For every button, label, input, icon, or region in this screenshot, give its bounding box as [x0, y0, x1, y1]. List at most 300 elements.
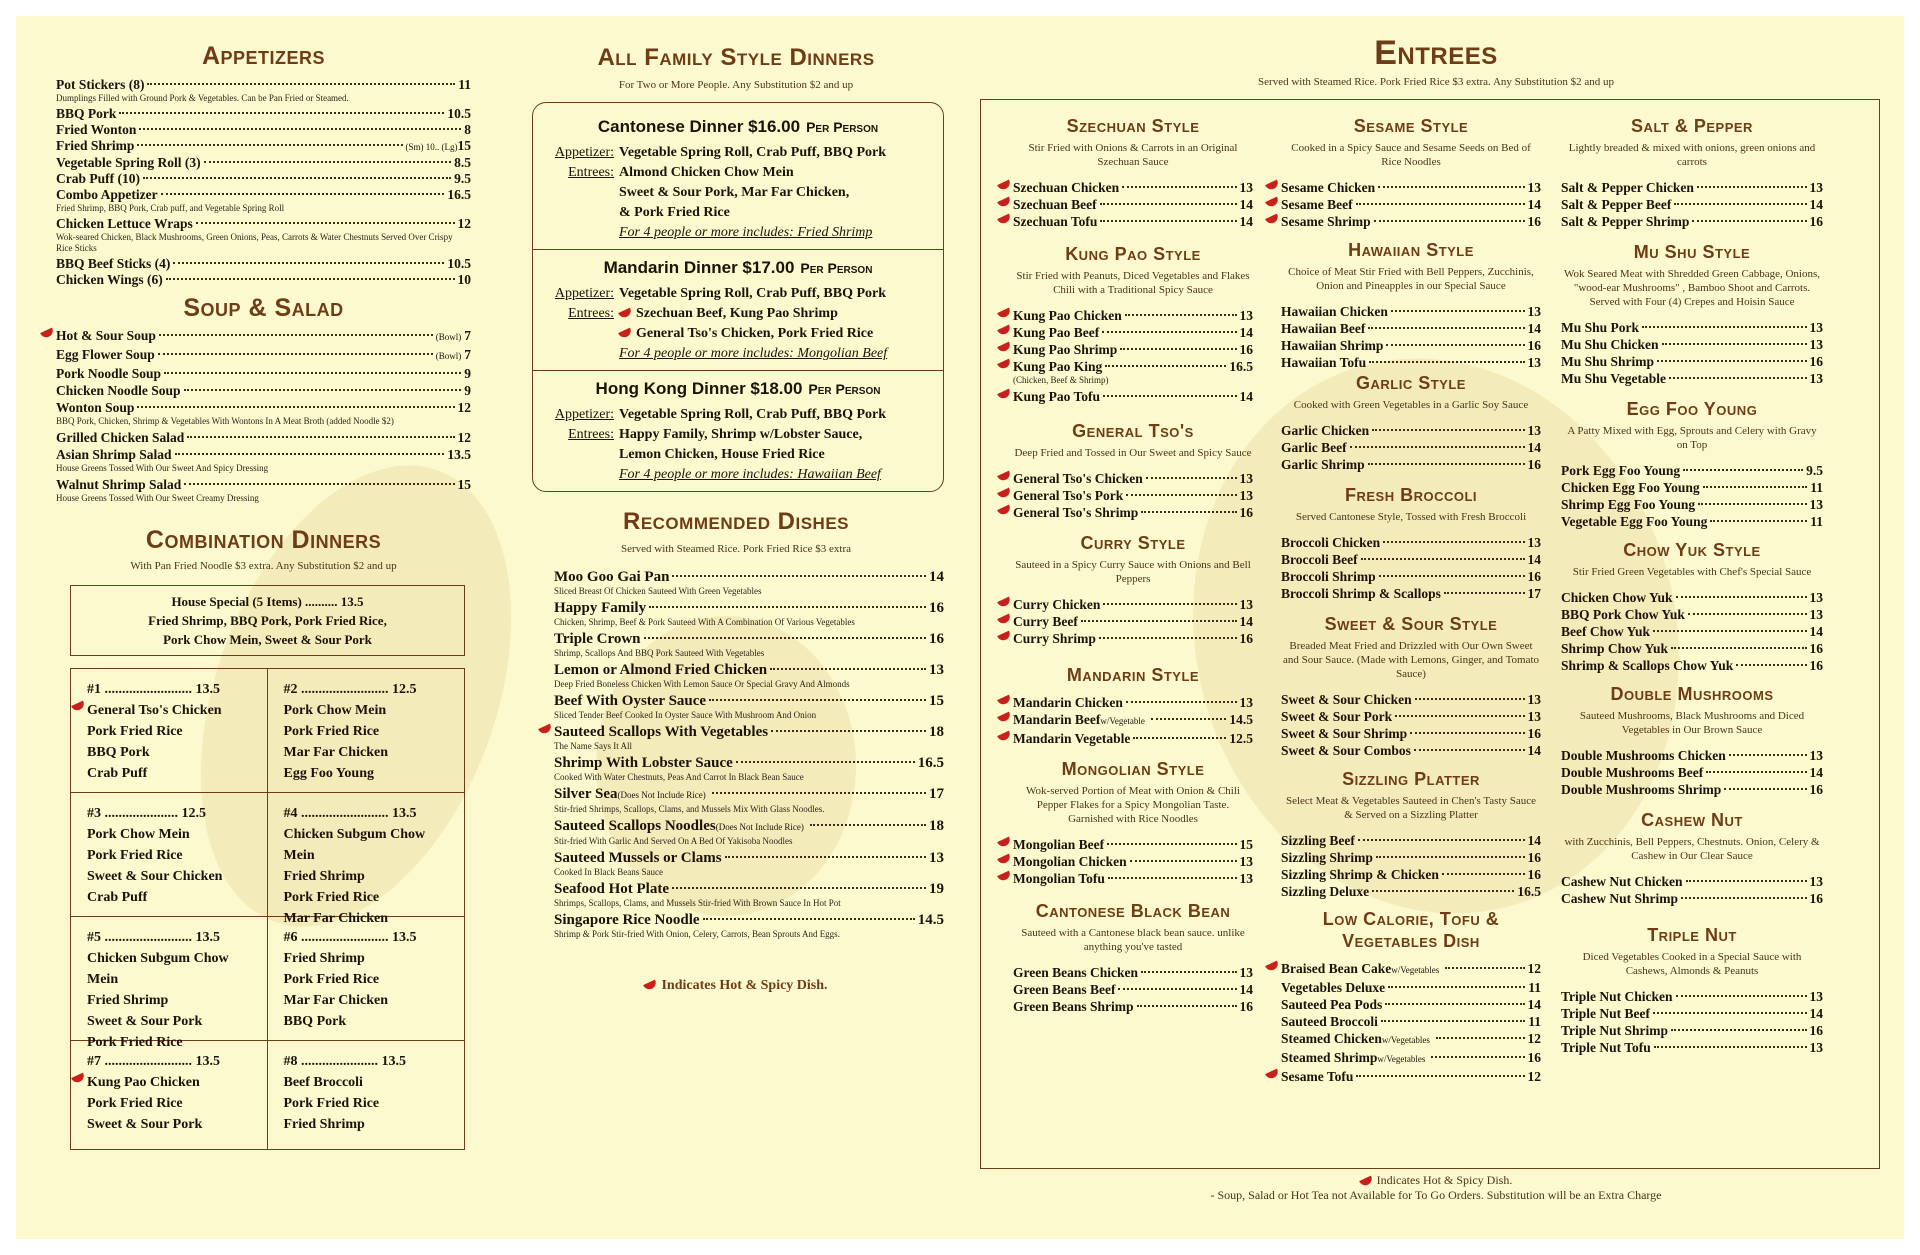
menu-item-row: [1561, 764, 1823, 781]
item-name: Hot & Sour Soup: [56, 328, 156, 343]
dot-leader: [1356, 203, 1525, 205]
item-name: Szechuan Chicken: [1013, 180, 1120, 195]
house-special-line: Fried Shrimp, BBQ Pork, Pork Fried Rice,: [148, 613, 387, 628]
item-price: 13: [1809, 371, 1823, 386]
menu-item-row: [56, 122, 471, 138]
item-name: Lemon or Almond Fried Chicken: [554, 662, 768, 678]
entree-style-title: Egg Foo Young: [1626, 399, 1758, 419]
item-price: 16: [1239, 999, 1253, 1014]
combo-dish: Pork Fried Rice: [283, 724, 380, 739]
entree-style-section: [1281, 769, 1541, 900]
item-price: 16.5: [917, 755, 944, 771]
dinner-entree-line: [543, 445, 933, 465]
menu-item-row: [1013, 213, 1253, 230]
item-name: Hawaiian Chicken: [1281, 304, 1388, 319]
soup-title: Soup & Salad: [183, 294, 344, 322]
menu-item-row: [56, 155, 471, 171]
entree-style-title: Sesame Style: [1353, 116, 1469, 136]
dot-leader: [119, 112, 444, 114]
item-description: Sliced Breast Of Chicken Sauteed With Green Vegetables: [554, 586, 762, 596]
item-price: 11: [1810, 514, 1823, 529]
menu-item-row: [1013, 694, 1253, 711]
dot-leader: [1703, 486, 1808, 488]
item-price: 15: [457, 138, 471, 153]
dot-leader: [1676, 596, 1807, 598]
item-name: Green Beans Chicken: [1013, 965, 1139, 980]
combo-number-price: #1 ......................... 13.5: [87, 682, 220, 697]
entree-style-description: Sauteed Mushrooms, Black Mushrooms and Diced Vegetables in Our Brown Sauce: [1579, 710, 1805, 736]
entree-style-title: Kung Pao Style: [1065, 244, 1201, 264]
dot-leader: [1395, 715, 1524, 717]
dot-leader: [810, 824, 926, 826]
item-price: 13: [929, 850, 944, 866]
family-dinner: [533, 103, 943, 250]
item-name: Beef Chow Yuk: [1561, 624, 1651, 639]
menu-item-row: [1013, 388, 1253, 405]
menu-item-row: [1013, 730, 1253, 747]
item-price: 8.5: [454, 155, 471, 170]
menu-item-row: [56, 429, 471, 446]
item-name: BBQ Beef Sticks (4): [56, 256, 171, 271]
dot-leader: [709, 699, 926, 701]
entree-style-section: [1561, 242, 1823, 387]
dot-leader: [1436, 1037, 1525, 1039]
combo-dish: BBQ Pork: [87, 745, 150, 760]
menu-item-row: [1013, 981, 1253, 998]
menu-item-row: [1561, 1039, 1823, 1056]
combo-dish: Chicken Subgum Chow Mein: [87, 951, 229, 987]
item-size-note: w/Vegetables: [1391, 965, 1440, 975]
item-name: Curry Beef: [1013, 614, 1078, 629]
menu-item-row: [1561, 179, 1823, 196]
item-name: Triple Crown: [554, 631, 641, 647]
item-name: Mongolian Beef: [1013, 837, 1105, 852]
dot-leader: [1372, 429, 1524, 431]
dot-leader: [1356, 1075, 1524, 1077]
item-price: 16: [1527, 214, 1541, 229]
dinner-appetizer-line: [543, 143, 933, 163]
dot-leader: [1385, 1003, 1524, 1005]
chili-icon: [997, 325, 1012, 337]
dot-leader: [1386, 344, 1524, 346]
appetizers-title: Appetizers: [201, 42, 326, 70]
item-price: 13: [1527, 535, 1541, 550]
entree-style-section: [1013, 533, 1253, 647]
dot-leader: [147, 83, 455, 85]
dot-leader: [1374, 220, 1525, 222]
dot-leader: [1350, 446, 1525, 448]
dot-leader: [159, 334, 433, 336]
menu-item-row: [56, 446, 471, 463]
chili-icon: [997, 614, 1012, 626]
combo-dish: Mar Far Chicken: [283, 745, 388, 760]
chili-icon: [644, 980, 659, 992]
item-price: 16: [1239, 342, 1253, 357]
dot-leader: [644, 637, 926, 639]
item-name: Walnut Shrimp Salad: [56, 477, 182, 492]
entrees-section: [986, 16, 1886, 1203]
item-price: 8: [464, 122, 471, 137]
dinner-entree-items: General Tso's Chicken, Pork Fried Rice: [636, 326, 874, 341]
entrees-note: - Soup, Salad or Hot Tea not Available for To Go Orders. Substitution will be an Extra Charge: [1210, 1188, 1662, 1202]
dot-leader: [1729, 754, 1807, 756]
item-price: 13: [1239, 597, 1253, 612]
chili-icon: [997, 695, 1012, 707]
item-price: 16: [1809, 214, 1823, 229]
entree-style-title: Mongolian Style: [1061, 759, 1205, 779]
dot-leader: [1724, 788, 1806, 790]
item-price: 14.5: [1229, 712, 1253, 727]
item-name: Garlic Beef: [1281, 440, 1347, 455]
entree-style-description: A Patty Mixed with Egg, Sprouts and Celery with Gravy on Top: [1567, 425, 1817, 451]
combo-dish: Fried Shrimp: [283, 1117, 365, 1132]
item-name: Broccoli Chicken: [1281, 535, 1381, 550]
item-size-note: (Bowl): [435, 332, 462, 342]
combo-dish: Pork Fried Rice: [87, 724, 183, 739]
dot-leader: [1410, 732, 1524, 734]
combo-dish: Sweet & Sour Pork: [87, 1014, 203, 1029]
dot-leader: [166, 278, 455, 280]
dot-leader: [1118, 988, 1236, 990]
dot-leader: [1671, 647, 1806, 649]
dot-leader: [1108, 877, 1237, 879]
menu-item-row: [1281, 883, 1541, 900]
item-name: Chicken Noodle Soup: [56, 383, 181, 398]
dot-leader: [1445, 967, 1524, 969]
dot-leader: [1674, 203, 1806, 205]
item-name: Triple Nut Tofu: [1561, 1040, 1651, 1055]
menu-item-row: [1281, 213, 1541, 230]
menu-item-row: [1281, 179, 1541, 196]
item-price: 9: [464, 383, 471, 398]
entree-style-section: [1561, 684, 1823, 798]
chili-icon: [997, 180, 1012, 192]
item-name: Sizzling Beef: [1281, 833, 1355, 848]
item-price: 14: [1809, 765, 1823, 780]
menu-item-row: [1561, 353, 1823, 370]
dot-leader: [1126, 494, 1236, 496]
item-price: 14: [1527, 833, 1541, 848]
combo-number-price: #8 ...................... 13.5: [283, 1054, 406, 1069]
dinner-entree-line: [543, 324, 933, 344]
item-description: Shrimp, Scallops And BBQ Pork Sauteed With Vegetables: [554, 648, 765, 658]
item-price: 12: [1527, 1069, 1541, 1084]
recommended-list: [554, 568, 944, 940]
dot-leader: [1378, 186, 1524, 188]
combo-cell: [268, 669, 465, 793]
item-description: Cooked With Water Chestnuts, Peas And Carrot In Black Bean Sauce: [554, 772, 804, 782]
item-price: 13: [1239, 488, 1253, 503]
dinner-entree-text: [619, 163, 933, 183]
combo-dish: Sweet & Sour Pork: [87, 1117, 203, 1132]
entree-style-title: Mandarin Style: [1066, 665, 1200, 685]
dinner-label: [543, 223, 619, 243]
chili-icon: [997, 471, 1012, 483]
entrees-subtitle: Served with Steamed Rice. Pork Fried Rice $3 extra. Any Substitution $2 and up: [1258, 76, 1614, 88]
dot-leader: [1130, 860, 1237, 862]
menu-item-row: [1013, 613, 1253, 630]
menu-item-row: [1013, 358, 1253, 375]
item-name: Triple Nut Shrimp: [1561, 1023, 1669, 1038]
dinner-entree-text: [619, 445, 933, 465]
entree-style-description: Sauteed with a Cantonese black bean sauce. unlike anything you've tasted: [1021, 927, 1245, 953]
dinner-entree-line: [543, 183, 933, 203]
dinner-entree-text: [619, 203, 933, 223]
item-price: 13: [1239, 471, 1253, 486]
entree-style-title: Sizzling Platter: [1342, 769, 1480, 789]
item-description: Cooked In Black Beans Sauce: [554, 867, 663, 877]
menu-item-row: [56, 399, 471, 416]
entree-style-section: [1013, 665, 1253, 747]
chili-icon: [71, 701, 86, 713]
item-name: Salt & Pepper Shrimp: [1561, 214, 1690, 229]
item-price: 15: [457, 477, 471, 492]
item-name: Szechuan Tofu: [1013, 214, 1098, 229]
dinner-entree-items: Szechuan Beef, Kung Pao Shrimp: [636, 306, 838, 321]
chili-icon: [997, 597, 1012, 609]
item-price: 15: [1239, 837, 1253, 852]
dot-leader: [1105, 365, 1226, 367]
item-description: Stir-fried With Garlic And Served On A Bed Of Yakisoba Noodles: [554, 836, 793, 846]
item-size-note: (Does Not Include Rice): [715, 822, 804, 832]
item-name: Hawaiian Shrimp: [1281, 338, 1384, 353]
item-price: 16: [1527, 867, 1541, 882]
chili-icon: [1265, 197, 1280, 209]
item-price: 13: [1527, 180, 1541, 195]
item-price: 13: [1239, 965, 1253, 980]
item-name: Salt & Pepper Beef: [1561, 197, 1672, 212]
item-name: Fried Shrimp: [56, 138, 135, 153]
item-name: Sweet & Sour Combos: [1281, 743, 1411, 758]
menu-item-row: [1561, 319, 1823, 336]
menu-item-row: [1561, 873, 1823, 890]
dot-leader: [770, 668, 926, 670]
dinner-entree-items: Sweet & Sour Pork, Mar Far Chicken,: [619, 185, 850, 200]
menu-item-row: [554, 849, 944, 867]
menu-item-row: [1561, 462, 1823, 479]
chili-icon: [618, 328, 633, 340]
item-price: 16: [1239, 505, 1253, 520]
dot-leader: [1100, 220, 1236, 222]
dinner-more-line: [543, 223, 933, 243]
entree-style-section: [1013, 116, 1253, 230]
dinner-more-text: For 4 people or more includes: Hawaiian Beef: [619, 467, 881, 482]
item-price: 16: [929, 631, 944, 647]
dot-leader: [1415, 698, 1525, 700]
chili-icon: [997, 308, 1012, 320]
item-description: The Name Says It All: [554, 741, 632, 751]
menu-item-row: [1561, 496, 1823, 513]
item-description: Fried Shrimp, BBQ Pork, Crab puff, and Vegetable Spring Roll: [56, 203, 285, 213]
combo-dish: Kung Pao Chicken: [87, 1072, 261, 1093]
chili-icon: [997, 342, 1012, 354]
menu-item-row: [56, 77, 471, 93]
chili-icon: [997, 837, 1012, 849]
dot-leader: [184, 483, 454, 485]
item-name: Sizzling Shrimp & Chicken: [1281, 867, 1439, 882]
item-price: 14: [1527, 197, 1541, 212]
menu-item-row: [1281, 354, 1541, 371]
item-name: Grilled Chicken Salad: [56, 430, 185, 445]
dot-leader: [164, 372, 461, 374]
item-price: 13: [1809, 590, 1823, 605]
menu-item-row: [554, 754, 944, 772]
dinner-more-text: For 4 people or more includes: Mongolian Beef: [619, 346, 888, 361]
dot-leader: [175, 453, 445, 455]
item-price: 16: [1809, 641, 1823, 656]
menu-item-row: [1561, 747, 1823, 764]
menu-item-row: [1561, 336, 1823, 353]
item-name: Garlic Shrimp: [1281, 457, 1365, 472]
house-special-line: Pork Chow Mein, Sweet & Sour Pork: [163, 632, 372, 647]
family-title: All Family Style Dinners: [597, 44, 875, 71]
combo-dish: General Tso's Chicken: [87, 700, 261, 721]
item-price: 14: [1527, 440, 1541, 455]
combo-dish: Fried Shrimp: [87, 993, 169, 1008]
dinner-appetizer-line: [543, 405, 933, 425]
menu-item-row: [1281, 742, 1541, 759]
chili-icon: [997, 871, 1012, 883]
menu-item-row: [1013, 836, 1253, 853]
item-price: 14: [1527, 321, 1541, 336]
dot-leader: [187, 436, 454, 438]
family-dinner: [533, 250, 943, 371]
entree-style-description: Sauteed in a Spicy Curry Sauce with Onions and Bell Peppers: [1015, 559, 1251, 585]
chili-icon: [997, 359, 1012, 371]
item-price: 17: [929, 786, 944, 802]
menu-item-row: [1281, 456, 1541, 473]
menu-item-row: [1281, 1049, 1541, 1068]
entree-style-description: Deep Fried and Tossed in Our Sweet and Spicy Sauce: [1014, 447, 1252, 459]
item-name: Seafood Hot Plate: [554, 881, 669, 897]
combo-dish: Pork Chow Mein: [87, 827, 190, 842]
menu-item-row: [56, 365, 471, 382]
item-name: BBQ Pork Chow Yuk: [1561, 607, 1685, 622]
dot-leader: [672, 887, 926, 889]
item-description: Shrimp & Pork Stir-fried With Onion, Celery, Carrots, Bean Sprouts And Eggs.: [554, 929, 840, 939]
menu-item-row: [1561, 589, 1823, 606]
entrees-box: [980, 99, 1880, 1169]
dot-leader: [1706, 771, 1806, 773]
dot-leader: [158, 353, 433, 355]
combo-dish: Pork Fried Rice: [283, 890, 380, 905]
entree-style-section: [1281, 116, 1541, 230]
item-price: 16: [1239, 631, 1253, 646]
menu-item-row: [1013, 470, 1253, 487]
family-subtitle: For Two or More People. Any Substitution $2 and up: [618, 79, 854, 91]
item-name: Sweet & Sour Chicken: [1281, 692, 1412, 707]
entree-style-title: Double Mushrooms: [1610, 684, 1774, 704]
item-name: Sauteed Broccoli: [1281, 1014, 1378, 1029]
item-name: Sauteed Scallops Noodles: [554, 818, 716, 834]
menu-item-row: [1281, 832, 1541, 849]
dot-leader: [1642, 326, 1806, 328]
dinner-appetizer-text: Vegetable Spring Roll, Crab Puff, BBQ Pork: [619, 407, 887, 422]
menu-item-row: [1281, 585, 1541, 602]
entree-style-description: Diced Vegetables Cooked in a Special Sauce with Cashews, Almonds & Peanuts: [1582, 951, 1802, 977]
hot-legend: [516, 978, 956, 994]
entree-style-section: [1561, 925, 1823, 1056]
menu-page: [16, 16, 1904, 1239]
item-size-note: w/Vegetables: [1377, 1054, 1426, 1064]
item-name: Green Beans Shrimp: [1013, 999, 1134, 1014]
combo-number-price: #4 ......................... 13.5: [283, 806, 417, 821]
item-name: Fried Wonton: [56, 122, 137, 137]
dinner-label: [543, 344, 619, 364]
dot-leader: [1388, 986, 1525, 988]
menu-item-row: [1281, 534, 1541, 551]
family-dinner: [533, 371, 943, 491]
entree-style-description: Select Meat & Vegetables Sauteed in Chen's Tasty Sauce & Served on a Sizzling Platter: [1285, 795, 1537, 821]
item-name: Sauteed Mussels or Clams: [554, 850, 722, 866]
item-name: Egg Flower Soup: [56, 347, 155, 362]
dinner-entree-items: Almond Chicken Chow Mein: [619, 165, 794, 180]
dot-leader: [1100, 203, 1237, 205]
item-price: 14: [1239, 325, 1253, 340]
dinner-name-price: Hong Kong Dinner $18.00: [595, 379, 803, 398]
dinner-label: Entrees:: [568, 165, 614, 180]
menu-item-row: [554, 785, 944, 804]
item-name: Pork Noodle Soup: [56, 366, 162, 381]
dinner-entree-text: [619, 304, 933, 324]
entree-style-description: Cooked with Green Vegetables in a Garlic Soy Sauce: [1293, 399, 1529, 411]
menu-item-row: [1561, 513, 1823, 530]
item-description: Chicken, Shrimp, Beef & Pork Sauteed With A Combination Of Various Vegetables: [554, 617, 855, 627]
left-column: [56, 16, 471, 1150]
entree-style-description: Stir Fried Green Vegetables with Chef's Special Sauce: [1572, 566, 1812, 578]
entree-style-section: [1281, 485, 1541, 602]
combo-dish: Crab Puff: [87, 890, 148, 905]
combo-cell: [268, 917, 465, 1041]
dot-leader: [1361, 558, 1525, 560]
item-price: 13: [1809, 874, 1823, 889]
dot-leader: [1103, 603, 1236, 605]
dinner-entree-line: [543, 203, 933, 223]
menu-item-row: [1561, 479, 1823, 496]
item-name: Double Mushrooms Chicken: [1561, 748, 1726, 763]
item-price: 13: [1239, 854, 1253, 869]
combo-dish: Beef Broccoli: [283, 1075, 363, 1090]
dot-leader: [137, 144, 402, 146]
dot-leader: [1368, 463, 1525, 465]
dot-leader: [1146, 477, 1237, 479]
item-price: 13.5: [447, 447, 471, 462]
entrees-column-1: [1013, 106, 1253, 1015]
menu-item-row: [56, 216, 471, 232]
item-price: 13: [1809, 497, 1823, 512]
dot-leader: [771, 730, 926, 732]
dinner-name-price: Cantonese Dinner $16.00: [597, 117, 801, 136]
item-price: 12: [1527, 1031, 1541, 1046]
item-price: 10.5: [447, 106, 471, 121]
dot-leader: [1379, 575, 1525, 577]
menu-item-row: [56, 138, 471, 155]
item-name: Salt & Pepper Chicken: [1561, 180, 1694, 195]
combo-subtitle: With Pan Fried Noodle $3 extra. Any Substitution $2 and up: [130, 560, 397, 572]
chili-icon: [997, 488, 1012, 500]
dinner-label: [543, 203, 619, 223]
combo-number-price: #2 ......................... 12.5: [283, 682, 417, 697]
chili-icon: [71, 1073, 86, 1085]
dinner-title: [543, 117, 933, 137]
item-name: Crab Puff (10): [56, 171, 140, 186]
combo-dish: BBQ Pork: [283, 1014, 347, 1029]
item-name: Cashew Nut Chicken: [1561, 874, 1683, 889]
dot-leader: [143, 177, 451, 179]
item-name: Mandarin Vegetable: [1013, 731, 1131, 746]
entree-style-section: [1561, 399, 1823, 530]
menu-item-row: [554, 568, 944, 586]
